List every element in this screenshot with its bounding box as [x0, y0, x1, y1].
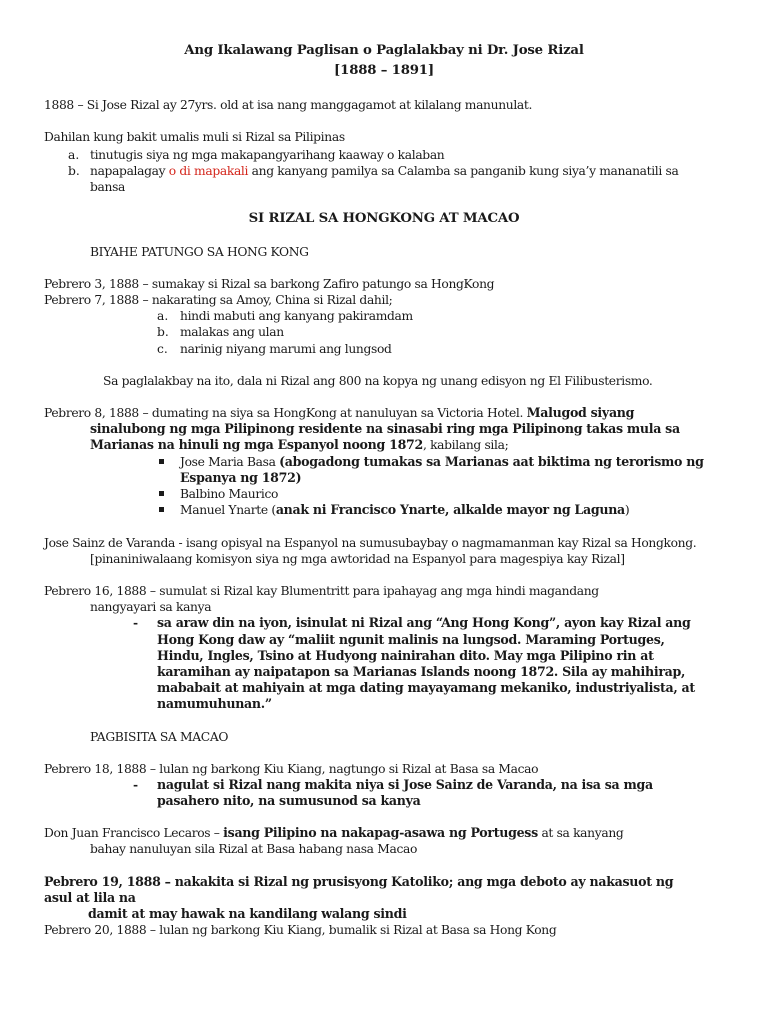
- reason-b-text-2: ang kanyang pamilya sa Calamba sa panganib kung siya’y mananatili sa: [248, 164, 679, 178]
- reason-b-continued: bansa: [90, 180, 126, 194]
- entry-feb16: Pebrero 16, 1888 – sumulat si Rizal kay Blumentritt para ipahayag ang mga hindi magandang: [44, 584, 599, 598]
- section-heading: SI RIZAL SA HONGKONG AT MACAO: [248, 211, 520, 226]
- reason-a: tinutugis siya ng mga makapangyarihang kaaway o kalaban: [90, 148, 445, 162]
- reasons-heading: Dahilan kung bakit umalis muli si Rizal sa Pilipinas: [44, 130, 345, 144]
- hongkong-quote-6: namumuhunan.”: [157, 696, 272, 711]
- entry-feb8-text: Pebrero 8, 1888 – dumating na siya sa HongKong at nanuluyan sa Victoria Hotel.: [44, 406, 527, 420]
- entry-feb19-line2: asul at lila na: [44, 890, 136, 905]
- copies-note: Sa paglalakbay na ito, dala ni Rizal ang 800 na kopya ng unang edisyon ng El Filibusterismo.: [103, 374, 653, 388]
- entry-feb19-line1: Pebrero 19, 1888 – nakakita si Rizal ng prusisyong Katoliko; ang mga deboto ay nakasuot ng: [44, 874, 674, 889]
- lecaros-bold: isang Pilipino na nakapag-asawa ng Portugess: [223, 825, 538, 840]
- entry-feb8: [44, 405, 634, 421]
- entry-feb18-detail-2: pasahero nito, na sumusunod sa kanya: [157, 793, 421, 808]
- refugee-maurico: Balbino Maurico: [180, 487, 279, 501]
- entry-feb19-line3: damit at may hawak na kandilang walang sindi: [88, 906, 407, 921]
- amoy-reason-a: hindi mabuti ang kanyang pakiramdam: [180, 309, 413, 323]
- entry-feb18: Pebrero 18, 1888 – lulan ng barkong Kiu Kiang, nagtungo si Rizal at Basa sa Macao: [44, 762, 539, 776]
- lecaros-line-2: bahay nanuluyan sila Rizal at Basa habang nasa Macao: [90, 842, 418, 856]
- amoy-c-marker: c.: [157, 342, 168, 356]
- amoy-reason-c: narinig niyang marumi ang lungsod: [180, 342, 392, 356]
- lecaros-line-1: [44, 825, 623, 841]
- hongkong-quote-2: Hong Kong daw ay “maliit ngunit malinis na lungsod. Maraming Portuges,: [157, 632, 665, 647]
- hongkong-quote-1: sa araw din na iyon, isinulat ni Rizal ang “Ang Hong Kong”, ayon kay Rizal ang: [157, 615, 691, 630]
- entry-feb7: Pebrero 7, 1888 – nakarating sa Amoy, China si Rizal dahil;: [44, 293, 393, 307]
- bullet-square: [159, 491, 164, 496]
- hongkong-quote-4: karamihan ay naipatapon sa Marianas Islands noong 1872. Sila ay mahihirap,: [157, 664, 686, 679]
- refugee-ynarte-close: ): [624, 503, 630, 517]
- reason-a-marker: a.: [68, 148, 80, 162]
- entry-feb8-line2: sinalubong ng mga Pilipinong residente na sinasabi ring mga Pilipinong takas mula sa: [90, 421, 680, 436]
- reason-b: [90, 163, 678, 179]
- refugee-ynarte: [180, 502, 629, 518]
- amoy-a-marker: a.: [157, 309, 169, 323]
- subheading-biyahe: BIYAHE PATUNGO SA HONG KONG: [90, 245, 309, 259]
- refugee-ynarte-desc-2: alkalde mayor ng Laguna: [453, 502, 625, 517]
- dash-marker: -: [133, 777, 138, 792]
- entry-feb8-bold: Malugod siyang: [526, 405, 635, 420]
- lecaros-tail: at sa kanyang: [537, 826, 624, 840]
- entry-feb8-line3-bold: Marianas na hinuli ng mga Espanyol noong 1872: [90, 437, 423, 452]
- refugee-basa-name: Jose Maria Basa: [180, 455, 280, 469]
- intro-line: 1888 – Si Jose Rizal ay 27yrs. old at isa nang manggagamot at kilalang manunulat.: [44, 98, 533, 112]
- varanda-line-2: [pinaniniwalaang komisyon siya ng mga awtoridad na Espanyol para magespiya kay Rizal]: [90, 552, 625, 566]
- hongkong-quote-3: Hindu, Ingles, Tsino at Hudyong nainirahan dito. May mga Pilipino rin at: [157, 648, 654, 663]
- entry-feb3: Pebrero 3, 1888 – sumakay si Rizal sa barkong Zafiro patungo sa HongKong: [44, 277, 495, 291]
- entry-feb8-line3: [90, 437, 508, 453]
- refugee-ynarte-desc: anak ni Francisco Ynarte: [275, 502, 445, 517]
- hongkong-quote-5: mababait at mahiyain at mga dating mayayamang mekaniko, industriyalista, at: [157, 680, 695, 695]
- reason-b-text-1: napapalagay: [90, 164, 169, 178]
- varanda-line-1: Jose Sainz de Varanda - isang opisyal na Espanyol na sumusubaybay o nagmamanman kay Rizal sa Hongkong.: [44, 536, 697, 550]
- bullet-square: [159, 459, 164, 464]
- dash-marker: -: [133, 615, 138, 630]
- refugee-ynarte-name: Manuel Ynarte (: [180, 503, 276, 517]
- refugee-ynarte-comma: ,: [444, 502, 454, 517]
- refugee-basa: [180, 454, 704, 470]
- reason-b-highlight: o di mapakali: [168, 164, 249, 178]
- bullet-square: [159, 507, 164, 512]
- refugee-basa-desc: (abogadong tumakas sa Marianas aat biktima ng terorismo ng: [279, 454, 704, 469]
- subheading-macao: PAGBISITA SA MACAO: [90, 730, 229, 744]
- reason-b-marker: b.: [68, 164, 80, 178]
- lecaros-name: Don Juan Francisco Lecaros –: [44, 826, 224, 840]
- entry-feb16-line2: nangyayari sa kanya: [90, 600, 212, 614]
- amoy-b-marker: b.: [157, 325, 169, 339]
- document-years: [1888 – 1891]: [334, 63, 434, 78]
- entry-feb20: Pebrero 20, 1888 – lulan ng barkong Kiu Kiang, bumalik si Rizal at Basa sa Hong Kong: [44, 923, 557, 937]
- amoy-reason-b: malakas ang ulan: [180, 325, 284, 339]
- entry-feb8-line3-text: , kabilang sila;: [422, 438, 509, 452]
- refugee-basa-desc-2: Espanya ng 1872): [180, 470, 302, 485]
- entry-feb18-detail-1: nagulat si Rizal nang makita niya si Jose Sainz de Varanda, na isa sa mga: [157, 777, 653, 792]
- document-title: Ang Ikalawang Paglisan o Paglalakbay ni Dr. Jose Rizal: [184, 43, 584, 58]
